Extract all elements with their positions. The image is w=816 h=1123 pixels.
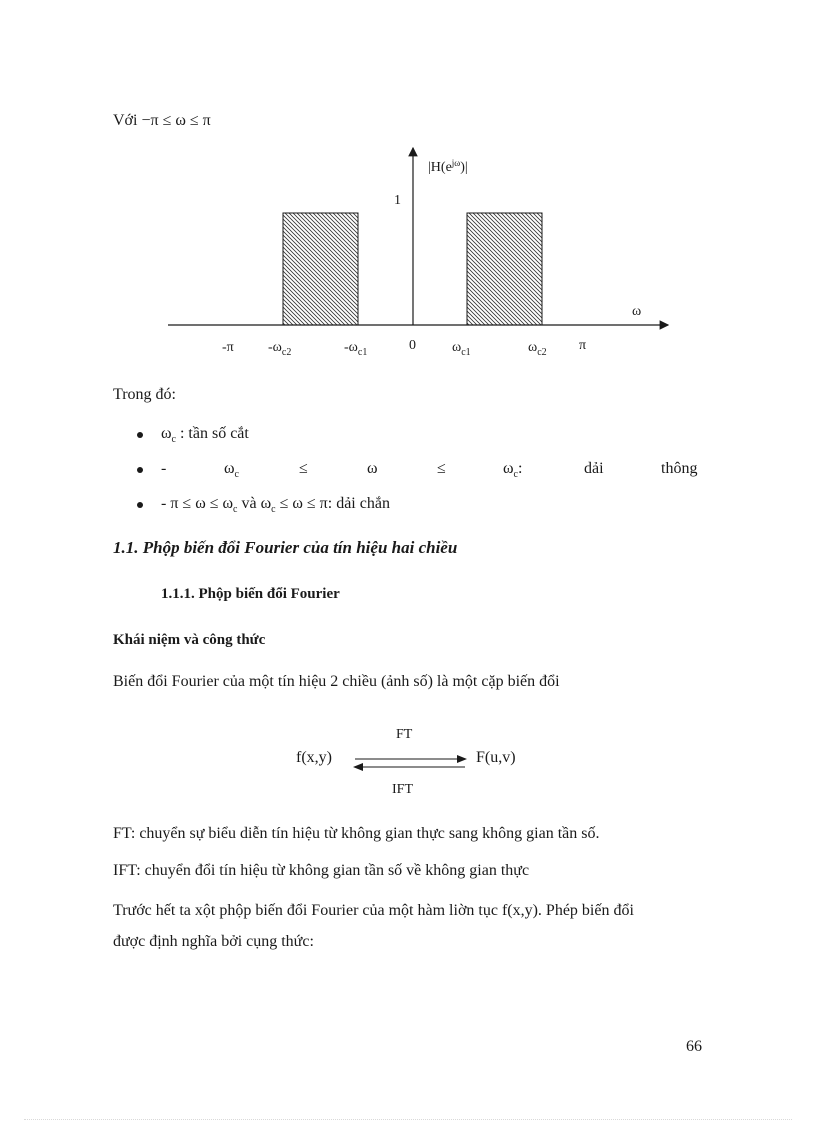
passband-negative xyxy=(283,213,358,325)
transform-ft-label: FT xyxy=(396,727,413,742)
bullet-2-omega-c: $\omega_c$ xyxy=(224,460,239,480)
transform-arrows xyxy=(345,752,475,774)
page-number: 66 xyxy=(686,1038,702,1055)
bullet-dot-2 xyxy=(137,467,143,473)
y-axis-label: $|H(e^{j\omega})|$ xyxy=(428,158,468,175)
intro-prefix: Với xyxy=(113,112,142,129)
tick-zero: 0 xyxy=(409,338,416,353)
bullet-2-dash: - xyxy=(161,460,167,477)
paragraph-2-line-1: Trước hết ta xột phộp biến đổi Fourier của một hàm liờn tục f(x,y). Phép biến đổi xyxy=(113,902,634,919)
section-heading: 1.1. Phộp biến đổi Fourier của tín hiệu hai chiều xyxy=(113,538,458,557)
tick-wc1: $\omega_{c1}$ xyxy=(452,340,471,358)
page-bottom-border xyxy=(24,1119,792,1120)
subsection-heading: 1.1.1. Phộp biến đổi Fourier xyxy=(161,586,340,602)
intro-range: −π ≤ ω ≤ π xyxy=(141,112,211,129)
transform-left: f(x,y) xyxy=(296,749,332,766)
bullet-2-le-2: ≤ xyxy=(437,460,446,477)
bullet-dot-1 xyxy=(137,432,143,438)
definition-ft: FT: chuyển sự biểu diễn tín hiệu từ không gian thực sang không gian tần số. xyxy=(113,825,600,842)
concept-heading: Khái niệm và công thức xyxy=(113,632,266,648)
bullet-2-word-2: thông xyxy=(661,460,698,477)
bullet-1-text: $\omega_c$ : tần số cắt xyxy=(161,425,249,445)
tick-wc2: $\omega_{c2}$ xyxy=(528,340,547,358)
definition-ift: IFT: chuyển đổi tín hiệu từ không gian tần số về không gian thực xyxy=(113,862,530,879)
x-axis-label: ω xyxy=(632,304,642,319)
frequency-response-diagram xyxy=(0,0,816,400)
backward-arrow-head xyxy=(353,763,363,771)
bullet-2-word-1: dải xyxy=(584,460,604,477)
paragraph-2-line-2: được định nghĩa bởi cụng thức: xyxy=(113,933,314,950)
paragraph-intro: Biến đổi Fourier của một tín hiệu 2 chiều (ảnh số) là một cặp biến đổi xyxy=(113,673,560,690)
transform-ift-label: IFT xyxy=(392,782,413,797)
bullet-3-text: - $\pi \le \omega \le \omega_c$ và $\omega_c \le \omega \le \pi$: dải chắn xyxy=(161,495,390,515)
bullet-2-omega: ω xyxy=(367,460,378,477)
level-one-label: 1 xyxy=(394,193,401,208)
where-label: Trong đó: xyxy=(113,386,176,403)
forward-arrow-head xyxy=(457,755,467,763)
bullet-2-le-1: ≤ xyxy=(299,460,308,477)
tick-neg-wc1: $-\omega_{c1}$ xyxy=(344,340,368,358)
tick-neg-pi: -π xyxy=(222,340,234,355)
passband-positive xyxy=(467,213,542,325)
bullet-dot-3 xyxy=(137,502,143,508)
bullet-2-omega-c-2: $\omega_c$: xyxy=(503,460,523,480)
tick-neg-wc2: $-\omega_{c2}$ xyxy=(268,340,292,358)
transform-right: F(u,v) xyxy=(476,749,516,766)
tick-pi: π xyxy=(579,338,587,353)
